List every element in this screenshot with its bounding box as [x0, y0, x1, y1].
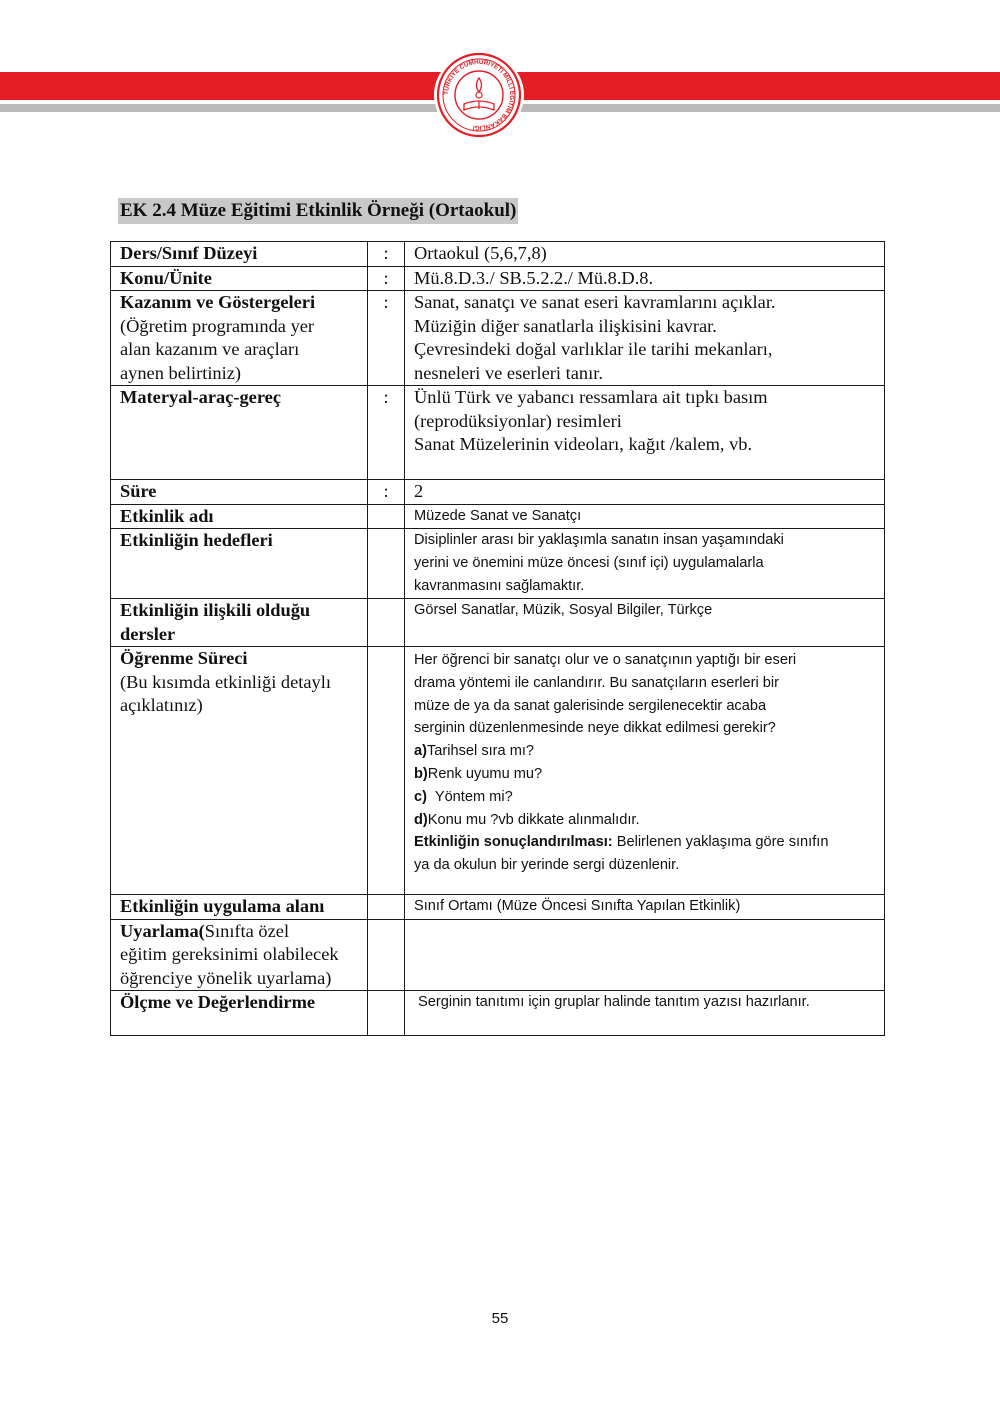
row-value: Sınıf Ortamı (Müze Öncesi Sınıfta Yapılan Etkinlik)	[414, 898, 741, 914]
row-value: Görsel Sanatlar, Müzik, Sosyal Bilgiler, Türkçe	[414, 602, 713, 618]
row-value: 2	[414, 481, 424, 501]
section-title: EK 2.4 Müze Eğitimi Etkinlik Örneği (Ortaokul)	[118, 198, 518, 224]
row-label: Öğrenme Süreci	[120, 648, 248, 668]
row-label-note: alan kazanım ve araçları	[120, 339, 300, 359]
list-item-text: Yöntem mi?	[426, 788, 513, 805]
row-label-note: Sınıfta özel	[204, 920, 290, 941]
row-value: Serginin tanıtımı için gruplar halinde tanıtım yazısı hazırlanır.	[418, 994, 810, 1010]
conclusion-line: ya da okulun bir yerinde sergi düzenlenir.	[414, 857, 680, 874]
row-colon: :	[368, 266, 405, 291]
row-colon: :	[368, 386, 405, 480]
table-row-ogrenme-sureci	[111, 647, 885, 895]
row-value-line: Çevresindeki doğal varlıklar ile tarihi mekanları,	[414, 339, 773, 359]
conclusion-line	[414, 831, 880, 854]
row-colon: :	[368, 291, 405, 386]
table-row-iliskili-dersler	[111, 599, 885, 647]
row-label: Uyarlama(	[120, 920, 205, 941]
row-label: dersler	[120, 623, 176, 644]
row-label: Ders/Sınıf Düzeyi	[120, 243, 258, 263]
row-value: Müzede Sanat ve Sanatçı	[414, 507, 582, 524]
page-number: 55	[491, 1310, 509, 1327]
row-label: Süre	[120, 481, 157, 501]
row-label-note: aynen belirtiniz)	[120, 362, 242, 383]
row-colon: :	[368, 242, 405, 267]
process-text-line: müze de ya da sanat galerisinde sergilenecektir acaba	[414, 697, 767, 714]
process-text-line: Her öğrenci bir sanatçı olur ve o sanatçının yaptığı bir eseri	[414, 652, 797, 668]
list-marker: a)	[414, 743, 427, 760]
row-label-note: öğrenciye yönelik uyarlama)	[120, 967, 332, 988]
row-value: Ortaokul (5,6,7,8)	[414, 243, 547, 263]
meb-seal-icon	[434, 52, 524, 138]
process-text-line: serginin düzenlenmesinde neye dikkat edilmesi gerekir?	[414, 720, 776, 737]
list-item-text: Konu mu ?vb dikkate alınmalıdır.	[427, 811, 640, 828]
row-label-note: açıklatınız)	[120, 695, 203, 715]
row-value-line: (reprodüksiyonlar) resimleri	[414, 410, 622, 431]
list-item	[414, 740, 880, 763]
row-value-line: Disiplinler arası bir yaklaşımla sanatın insan yaşamındaki	[414, 532, 784, 548]
row-label: Etkinliğin ilişkili olduğu	[120, 600, 311, 620]
conclusion-label: Etkinliğin sonuçlandırılması:	[414, 834, 613, 851]
svg-text:TÜRKİYE CUMHURİYETİ MİLLÎ EĞİT: TÜRKİYE CUMHURİYETİ MİLLÎ EĞİTİM BAKANLIĞI	[442, 58, 516, 132]
activity-table	[110, 241, 885, 1036]
row-value-line: Ünlü Türk ve yabancı ressamlara ait tıpkı basım	[414, 387, 768, 407]
row-label: Etkinliğin hedefleri	[120, 530, 273, 550]
row-value-line: kavranmasını sağlamaktır.	[414, 577, 585, 594]
list-marker: c)	[414, 788, 427, 805]
row-value-line: yerini ve önemini müze öncesi (sınıf içi) uygulamalarla	[414, 554, 764, 571]
list-marker: b)	[414, 765, 428, 782]
table-row-olcme	[111, 991, 885, 1036]
table-row-kazanim	[111, 291, 885, 386]
row-label-note: eğitim gereksinimi olabilecek	[120, 944, 339, 964]
row-label: Konu/Ünite	[120, 267, 212, 288]
conclusion-text: Belirlenen yaklaşıma göre sınıfın	[612, 834, 829, 851]
table-row-etkinlik-adi	[111, 504, 885, 529]
row-label: Ölçme ve Değerlendirme	[120, 992, 316, 1012]
row-colon: :	[368, 480, 405, 505]
table-row-uygulama-alani	[111, 895, 885, 920]
list-marker: d)	[414, 811, 428, 828]
row-label: Materyal-araç-gereç	[120, 387, 281, 407]
table-row-uyarlama	[111, 919, 885, 991]
row-value-line: nesneleri ve eserleri tanır.	[414, 362, 603, 383]
table-row-konu	[111, 266, 885, 291]
list-item-text: Renk uyumu mu?	[427, 765, 543, 782]
list-item	[414, 809, 880, 832]
row-label: Kazanım ve Göstergeleri	[120, 292, 316, 312]
table-row-materyal	[111, 386, 885, 480]
table-row-hedefler	[111, 529, 885, 599]
row-value-line: Müziğin diğer sanatlarla ilişkisini kavrar.	[414, 315, 717, 336]
row-value: Mü.8.D.3./ SB.5.2.2./ Mü.8.D.8.	[414, 267, 654, 288]
process-text-line: drama yöntemi ile canlandırır. Bu sanatçıların eserleri bir	[414, 674, 780, 691]
list-item	[414, 786, 880, 809]
row-label-note: (Öğretim programında yer	[120, 315, 315, 336]
row-label: Etkinlik adı	[120, 505, 214, 526]
list-item	[414, 763, 880, 786]
row-label-note: (Bu kısımda etkinliği detaylı	[120, 671, 331, 692]
row-value-line: Sanat, sanatçı ve sanat eseri kavramlarını açıklar.	[414, 292, 776, 312]
row-label: Etkinliğin uygulama alanı	[120, 896, 325, 916]
table-row-sure	[111, 480, 885, 505]
table-row-ders	[111, 242, 885, 267]
row-value-line: Sanat Müzelerinin videoları, kağıt /kalem, vb.	[414, 434, 753, 454]
list-item-text: Tarihsel sıra mı?	[426, 743, 535, 760]
